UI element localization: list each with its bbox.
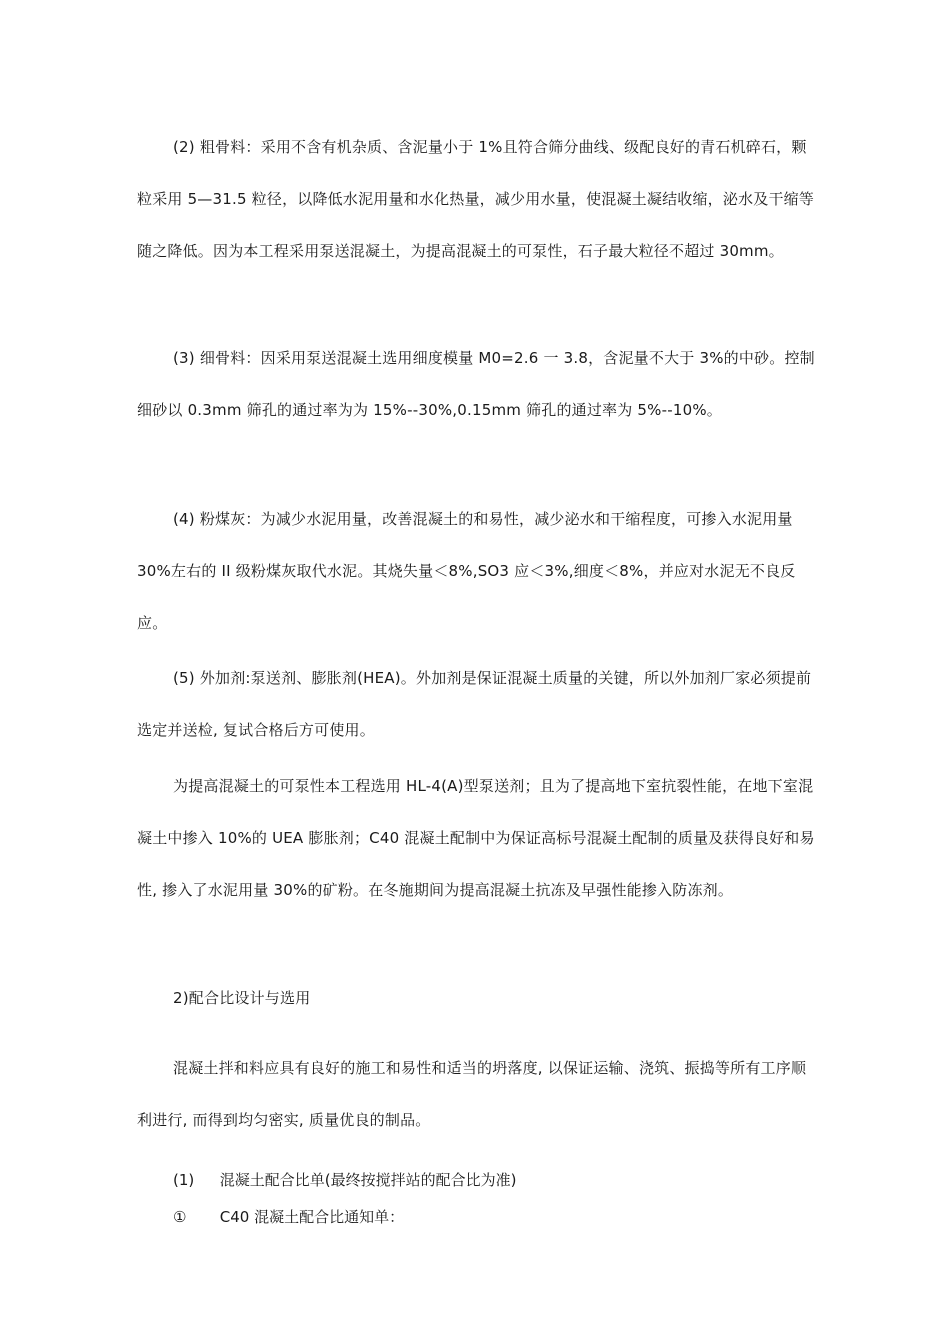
paragraph-fly-ash: (4) 粉煤灰：为减少水泥用量，改善混凝土的和易性，减少泌水和干缩程度，可掺入水泥用量 30%左右的 II 级粉煤灰取代水泥。其烧失量＜8%,SO3 应＜3%,细度＜8%，并应对水泥无不良反应。	[137, 510, 796, 632]
paragraph-fine-aggregate: (3) 细骨料：因采用泵送混凝土选用细度模量 M0=2.6 一 3.8，含泥量不大于 3%的中砂。控制细砂以 0.3mm 筛孔的通过率为为 15%--30%,0.15mm 筛孔的通过率为 5%--10%。	[137, 349, 815, 419]
list-item-text: 混凝土配合比单(最终按搅拌站的配合比为准)	[219, 1171, 517, 1189]
paragraph-workability: 混凝土拌和料应具有良好的施工和易性和适当的坍落度, 以保证运输、浇筑、振捣等所有工序顺利进行, 而得到均匀密实, 质量优良的制品。	[137, 1059, 807, 1129]
paragraph-pumping-agent: 为提高混凝土的可泵性本工程选用 HL-4(A)型泵送剂；且为了提高地下室抗裂性能，在地下室混凝土中掺入 10%的 UEA 膨胀剂；C40 混凝土配制中为保证高标号混凝土配制的质量及获得良好和易性, 掺入了水泥用量 30%的矿粉。在冬施期间为提高混凝土抗冻及早强性能掺入防冻剂。	[137, 777, 815, 899]
list-item	[137, 1168, 817, 1192]
section-heading-mix-design: 2)配合比设计与选用	[173, 989, 311, 1007]
list-item-number: ①	[173, 1208, 187, 1226]
paragraph-admixture: (5) 外加剂:泵送剂、膨胀剂(HEA)。外加剂是保证混凝土质量的关键，所以外加剂厂家必须提前选定并送检, 复试合格后方可使用。	[137, 669, 812, 739]
paragraph-coarse-aggregate: (2) 粗骨料：采用不含有机杂质、含泥量小于 1%且符合筛分曲线、级配良好的青石机碎石，颗粒采用 5—31.5 粒径，以降低水泥用量和水化热量，减少用水量，使混凝土凝结收缩，泌水及干缩等随之降低。因为本工程采用泵送混凝土，为提高混凝土的可泵性，石子最大粒径不超过 30mm。	[137, 138, 815, 260]
list-item-text: C40 混凝土配合比通知单：	[219, 1208, 405, 1226]
list-item	[137, 1205, 817, 1229]
list-item-number: (1)	[173, 1171, 195, 1189]
